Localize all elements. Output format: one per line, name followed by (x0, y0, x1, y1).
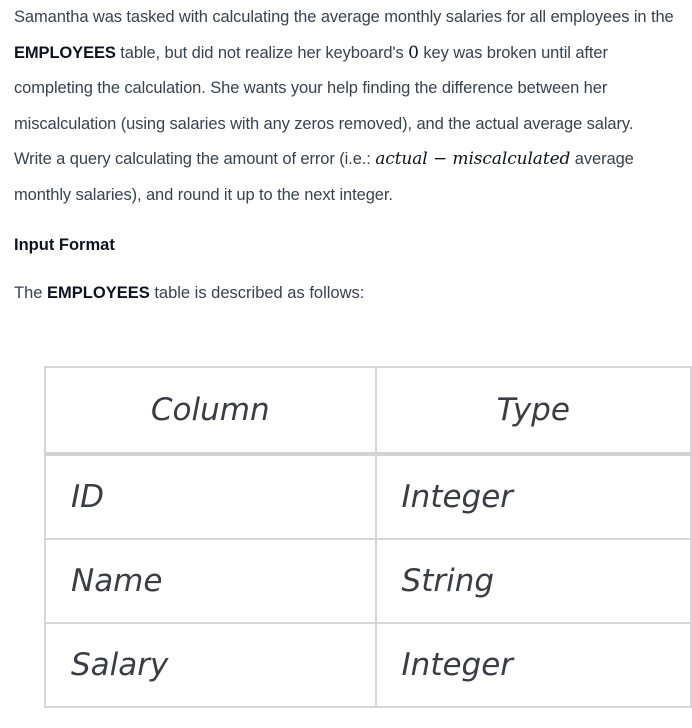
desc-table-name: EMPLOYEES (47, 284, 150, 302)
description-text: key was broken until after completing the calculation. She wants your help finding the difference between her miscalculation (using salaries with any zeros removed), and the actual average salary. (14, 43, 634, 133)
input-format-description (14, 279, 364, 307)
problem-description (14, 0, 686, 142)
instruction-text: Write a query calculating the amount of error (i.e.: (14, 150, 376, 168)
table-header-row (45, 367, 691, 454)
math-actual: actual (375, 149, 428, 169)
header-type: Type (376, 367, 691, 454)
description-text: table, but did not realize her keyboard's (115, 43, 409, 62)
math-miscalculated: miscalculated (452, 149, 571, 169)
cell-column: Name (45, 539, 376, 623)
description-text: Samantha was tasked with calculating the average monthly salaries for all employees in the (14, 8, 674, 26)
problem-statement (14, 0, 686, 302)
desc-text: table is described as follows: (149, 284, 365, 302)
input-format-heading: Input Format (14, 236, 115, 254)
schema-table (44, 366, 692, 708)
table-row (45, 623, 691, 707)
desc-text: The (14, 284, 48, 302)
cell-type: Integer (376, 623, 691, 707)
cell-column: ID (45, 454, 376, 539)
header-column: Column (45, 367, 376, 454)
cell-column: Salary (45, 623, 376, 707)
zero-key-math: 0 (408, 42, 419, 63)
instruction-text: average monthly salaries), and round it up to the next integer. (14, 150, 634, 204)
table-row (45, 539, 691, 623)
query-instruction (14, 142, 686, 213)
cell-type: String (376, 539, 691, 623)
math-minus: − (427, 149, 453, 169)
table-name-bold: EMPLOYEES (14, 43, 116, 62)
cell-type: Integer (376, 454, 691, 539)
schema-table-wrapper (44, 366, 692, 708)
table-row (45, 454, 691, 539)
